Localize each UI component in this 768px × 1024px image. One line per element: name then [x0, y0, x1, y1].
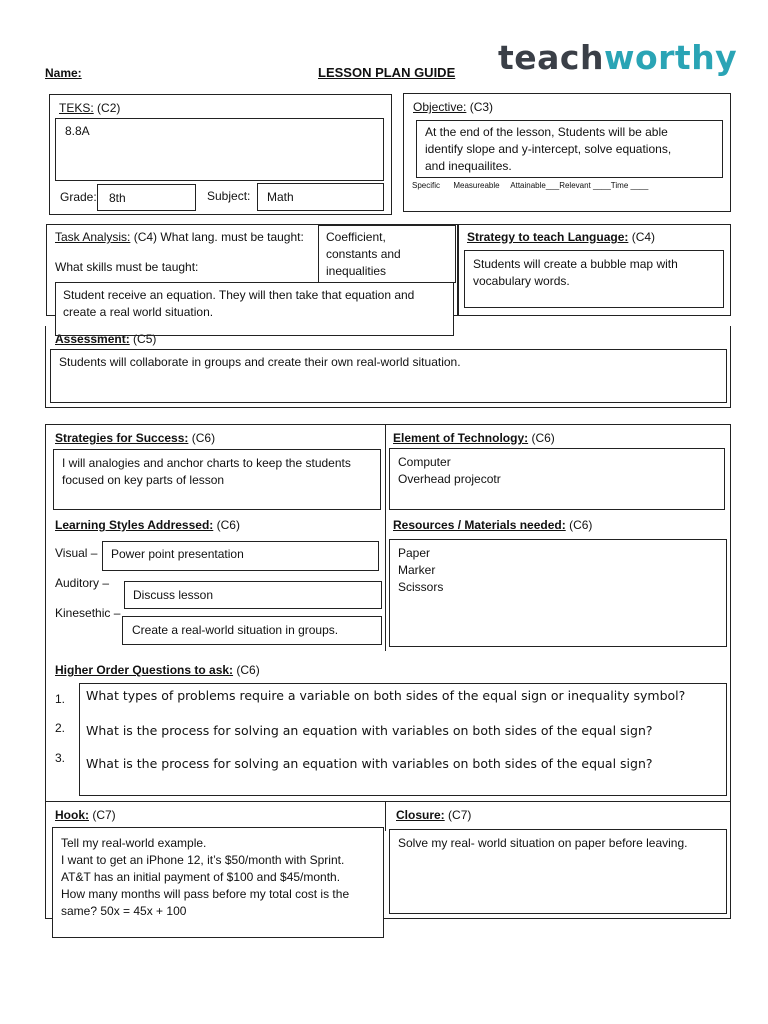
hook-closure-divider — [385, 801, 386, 831]
visual-label: Visual – — [55, 546, 98, 560]
logo-part-worthy: worthy — [603, 38, 738, 77]
question-1: What types of problems require a variable on both sides of the equal sign or inequality symbol? — [86, 688, 686, 703]
assessment-heading: Assessment: (C5) — [55, 332, 157, 346]
technology-text: Computer Overhead projecotr — [398, 455, 501, 486]
skills-answer-text: Student receive an equation. They will then take that equation and create a real world situation. — [63, 288, 415, 319]
question-number-1: 1. — [55, 692, 66, 706]
objective-text: At the end of the lesson, Students will be able identify slope and y-intercept, solve equations, and inequailites. — [425, 125, 672, 173]
assessment-text: Students will collaborate in groups and create their own real-world situation. — [59, 355, 461, 369]
strategy-language-text: Students will create a bubble map with vocabulary words. — [473, 257, 678, 288]
column-divider — [385, 424, 386, 652]
teachworthy-logo — [498, 38, 737, 77]
task-analysis-heading: Task Analysis: (C4) What lang. must be taught: — [55, 230, 304, 244]
page-title: LESSON PLAN GUIDE — [318, 65, 456, 80]
question-3: What is the process for solving an equation with variables on both sides of the equal sign? — [86, 756, 653, 771]
skills-answer-outline — [55, 282, 454, 336]
logo-part-teach: teach — [498, 38, 604, 77]
strategy-language-heading: Strategy to teach Language: (C4) — [467, 230, 656, 244]
hook-heading: Hook: (C7) — [55, 808, 116, 822]
subject-label: Subject: — [207, 189, 251, 203]
grade-value: 8th — [109, 191, 126, 205]
question-number-3: 3. — [55, 751, 66, 765]
kinesthetic-label: Kinesethic – — [55, 606, 121, 620]
language-answer-text: Coefficient, constants and inequalities — [326, 230, 401, 278]
question-2: What is the process for solving an equation with variables on both sides of the equal sign? — [86, 723, 653, 738]
teks-field[interactable] — [55, 118, 384, 181]
smart-criteria: Specific Measureable Attainable___Relevant ____Time ____ — [412, 181, 649, 190]
teks-value: 8.8A — [65, 124, 90, 138]
technology-heading: Element of Technology: (C6) — [393, 431, 555, 445]
strategies-success-text: I will analogies and anchor charts to keep the students focused on key parts of lesson — [62, 456, 351, 487]
hook-text: Tell my real-world example. I want to get an iPhone 12, it’s $50/month with Sprint. AT&T has an initial payment of $100 and $45/month. How many months will pass before my total cost is the same? 50x = 45x + 100 — [61, 836, 350, 918]
auditory-value: Discuss lesson — [133, 588, 214, 602]
strategies-success-heading: Strategies for Success: (C6) — [55, 431, 216, 445]
questions-heading: Higher Order Questions to ask: (C6) — [55, 663, 260, 677]
resources-heading: Resources / Materials needed: (C6) — [393, 518, 593, 532]
question-number-2: 2. — [55, 721, 66, 735]
subject-value: Math — [267, 190, 294, 204]
closure-heading: Closure: (C7) — [396, 808, 472, 822]
visual-value: Power point presentation — [111, 547, 244, 561]
teks-heading: TEKS: (C2) — [59, 101, 121, 115]
closure-text: Solve my real- world situation on paper before leaving. — [398, 836, 688, 850]
skills-question: What skills must be taught: — [55, 260, 199, 274]
learning-styles-heading: Learning Styles Addressed: (C6) — [55, 518, 240, 532]
objective-heading: Objective: (C3) — [413, 100, 494, 114]
grade-label: Grade: — [60, 190, 97, 204]
resources-text: Paper Marker Scissors — [398, 546, 444, 594]
kinesthetic-value: Create a real-world situation in groups. — [132, 623, 339, 637]
name-label: Name: — [45, 66, 82, 80]
auditory-label: Auditory – — [55, 576, 110, 590]
